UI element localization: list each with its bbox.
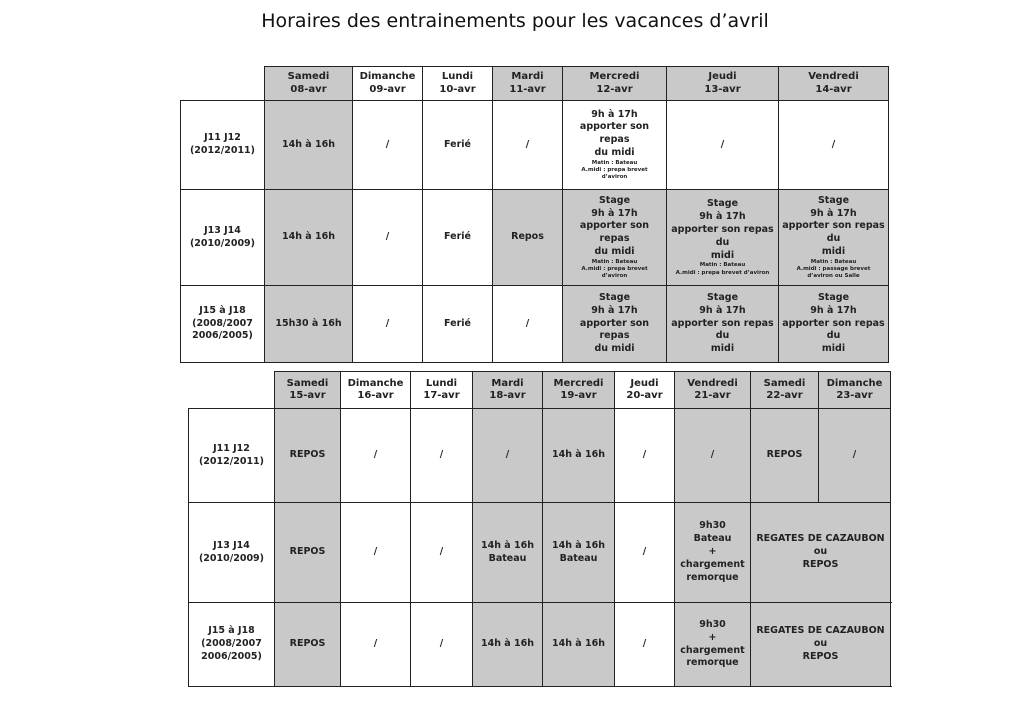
- regatta-merged-cell: REGATES DE CAZAUBON ou REPOS: [751, 503, 891, 603]
- schedule-cell: Repos: [493, 190, 563, 286]
- schedule-cell: 9h à 17h apporter son repas du midi Matin : Bateau A.midi : prepa brevet d’aviron: [563, 101, 667, 190]
- day-header: Mercredi 12-avr: [563, 67, 667, 101]
- schedule-cell: 14h à 16h Bateau: [473, 503, 543, 603]
- schedule-cell: /: [493, 286, 563, 363]
- regatta-merged-cell: REGATES DE CAZAUBON ou REPOS: [751, 603, 891, 687]
- schedule-cell: Stage 9h à 17h apporter son repas du midi: [779, 286, 889, 363]
- schedule-cell: Stage 9h à 17h apporter son repas du midi Matin : Bateau A.midi : prepa brevet d’aviron: [667, 190, 779, 286]
- table-row: [189, 603, 891, 687]
- day-header: Vendredi 14-avr: [779, 67, 889, 101]
- day-header: Mercredi 19-avr: [543, 372, 615, 409]
- schedule-cell: /: [353, 190, 423, 286]
- schedule-cell: /: [615, 603, 675, 687]
- day-header: Dimanche 23-avr: [819, 372, 891, 409]
- schedule-cell: /: [411, 409, 473, 503]
- table-row: [181, 190, 889, 286]
- schedule-table-week2: [188, 371, 891, 687]
- corner-blank: [189, 372, 275, 409]
- schedule-cell: Ferié: [423, 286, 493, 363]
- day-header: Vendredi 21-avr: [675, 372, 751, 409]
- schedule-cell: Ferié: [423, 190, 493, 286]
- schedule-cell: /: [667, 101, 779, 190]
- day-header: Mardi 11-avr: [493, 67, 563, 101]
- schedule-cell: /: [779, 101, 889, 190]
- group-label: J11 J12 (2012/2011): [189, 409, 275, 503]
- schedule-cell: 14h à 16h: [543, 603, 615, 687]
- day-header: Samedi 08-avr: [265, 67, 353, 101]
- group-label: J15 à J18 (2008/2007 2006/2005): [189, 603, 275, 687]
- group-label: J11 J12 (2012/2011): [181, 101, 265, 190]
- schedule-cell: 15h30 à 16h: [265, 286, 353, 363]
- schedule-cell: /: [341, 503, 411, 603]
- schedule-cell: /: [819, 409, 891, 503]
- schedule-cell: REPOS: [751, 409, 819, 503]
- header-row: [189, 372, 891, 409]
- schedule-cell: /: [353, 286, 423, 363]
- schedule-cell: 14h à 16h: [265, 101, 353, 190]
- day-header: Lundi 17-avr: [411, 372, 473, 409]
- schedule-cell: /: [675, 409, 751, 503]
- schedule-cell: REPOS: [275, 503, 341, 603]
- schedule-table-week1: [180, 66, 889, 363]
- schedule-cell: Stage 9h à 17h apporter son repas du midi: [563, 286, 667, 363]
- schedule-cell: Stage 9h à 17h apporter son repas du midi Matin : Bateau A.midi : prepa brevet d’aviron: [563, 190, 667, 286]
- day-header: Dimanche 16-avr: [341, 372, 411, 409]
- schedule-cell: 9h30 Bateau + chargement remorque: [675, 503, 751, 603]
- schedule-cell: 14h à 16h: [543, 409, 615, 503]
- schedule-cell: Stage 9h à 17h apporter son repas du midi: [667, 286, 779, 363]
- schedule-cell: REPOS: [275, 603, 341, 687]
- schedule-cell: /: [353, 101, 423, 190]
- schedule-cell: 9h30 + chargement remorque: [675, 603, 751, 687]
- page-title: Horaires des entrainements pour les vacances d’avril: [261, 10, 769, 32]
- schedule-cell: /: [473, 409, 543, 503]
- group-label: J13 J14 (2010/2009): [181, 190, 265, 286]
- corner-blank: [181, 67, 265, 101]
- schedule-cell: 14h à 16h Bateau: [543, 503, 615, 603]
- schedule-cell: Ferié: [423, 101, 493, 190]
- schedule-cell: Stage 9h à 17h apporter son repas du midi Matin : Bateau A.midi : passage brevet d’aviron ou Salle: [779, 190, 889, 286]
- table-row: [189, 409, 891, 503]
- schedule-cell: /: [341, 409, 411, 503]
- schedule-cell: /: [493, 101, 563, 190]
- schedule-cell: 14h à 16h: [265, 190, 353, 286]
- schedule-cell: /: [411, 603, 473, 687]
- schedule-cell: /: [615, 503, 675, 603]
- table-row: [181, 101, 889, 190]
- schedule-cell: /: [341, 603, 411, 687]
- day-header: Dimanche 09-avr: [353, 67, 423, 101]
- day-header: Lundi 10-avr: [423, 67, 493, 101]
- group-label: J15 à J18 (2008/2007 2006/2005): [181, 286, 265, 363]
- schedule-cell: 14h à 16h: [473, 603, 543, 687]
- group-label: J13 J14 (2010/2009): [189, 503, 275, 603]
- schedule-cell: /: [411, 503, 473, 603]
- day-header: Samedi 22-avr: [751, 372, 819, 409]
- table-row: [189, 503, 891, 603]
- schedule-cell: REPOS: [275, 409, 341, 503]
- table-row: [181, 286, 889, 363]
- header-row: [181, 67, 889, 101]
- day-header: Jeudi 13-avr: [667, 67, 779, 101]
- day-header: Mardi 18-avr: [473, 372, 543, 409]
- day-header: Samedi 15-avr: [275, 372, 341, 409]
- day-header: Jeudi 20-avr: [615, 372, 675, 409]
- schedule-cell: /: [615, 409, 675, 503]
